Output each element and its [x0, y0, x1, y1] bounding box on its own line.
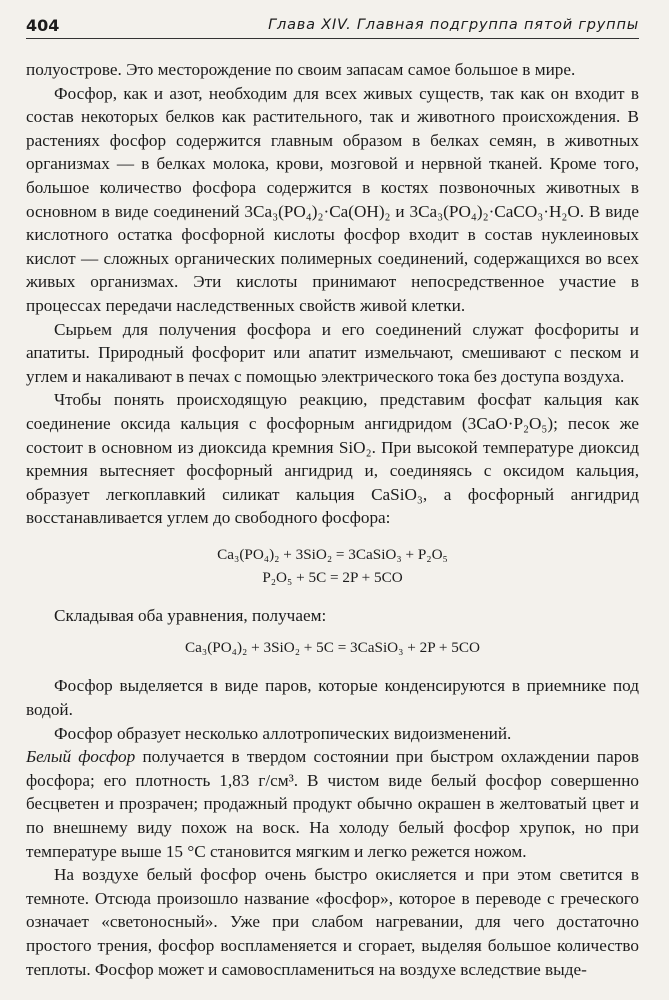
equation-block	[26, 544, 639, 588]
equation: P₂O₅ + 5C = 2P + 5CO	[262, 568, 403, 586]
paragraph: Чтобы понять происходящую реакцию, представим фосфат кальция как соединение оксида кальция с фосфорным ангидридом (3CaO·P₂O₅); песок же состоит в основном из диоксида кремния SiO₂. При высокой температуре диоксид кремния вытесняет фосфорный ангидрид и, соединяясь с оксидом кальция, образует легкоплавкий силикат кальция CaSiO₃, а фосфорный ангидрид восстанавливается углем до свободного фосфора:	[26, 390, 639, 528]
emphasis-term: Белый фосфор	[26, 747, 136, 767]
paragraph-text: получается в твердом состоянии при быстром охлаждении паров фосфора; его плотность 1,83 г/см³. В чистом виде белый фосфор совершенно бесцветен и прозрачен; продажный продукт обычно окрашен в желтоватый цвет и по внешнему виду похож на воск. На холоду белый фосфор хрупок, но при температуре выше 15 °C становится мягким и легко режется ножом.	[26, 747, 639, 861]
page-header	[26, 14, 639, 39]
paragraph: Складывая оба уравнения, получаем:	[54, 605, 327, 625]
equation: Ca₃(PO₄)₂ + 3SiO₂ = 3CaSiO₃ + P₂O₅	[217, 545, 448, 563]
equation-sum: Ca₃(PO₄)₂ + 3SiO₂ + 5C = 3CaSiO₃ + 2P + 5CO	[185, 639, 480, 657]
paragraph: Фосфор, как и азот, необходим для всех живых существ, так как он входит в состав некоторых белков как растительного, так и животного происхождения. В растениях фосфор содержится главным образом в белках семян, в животных организмах — в белках молока, крови, мозговой и нервной тканей. Кроме того, большое количество фосфора содержится в костях позвоночных животных в основном в виде соединений 3Ca₃(PO₄)₂·Ca(OH)₂ и 3Ca₃(PO₄)₂·CaCO₃·H₂O. В виде кислотного остатка фосфорной кислоты фосфор входит в состав нуклеиновых кислот — сложных органических полимерных соединений, содержащихся во всех живых организмах. Эти кислоты принимают непосредственное участие в процессах передачи наследственных свойств живой клетки.	[26, 83, 639, 315]
paragraph: полуострове. Это месторождение по своим запасам самое большое в мире.	[26, 60, 576, 79]
page-number: 404	[26, 16, 60, 35]
paragraph	[26, 745, 639, 863]
body-text	[26, 58, 639, 981]
paragraph: На воздухе белый фосфор очень быстро окисляется и при этом светится в темноте. Отсюда произошло название «фосфор», которое в переводе с греческого означает «светоносный». Уже при слабом нагревании, для чего достаточно простого трения, фосфор воспламеняется и сгорает, выделяя большое количество теплоты. Фосфор может и самовоспламениться на воздухе вследствие выде-	[26, 865, 639, 979]
running-title: Глава XIV. Главная подгруппа пятой группы	[268, 17, 639, 33]
paragraph: Сырьем для получения фосфора и его соединений служат фосфориты и апатиты. Природный фосфорит или апатит измельчают, смешивают с песком и углем и накаливают в печах с помощью электрического тока без доступа воздуха.	[26, 319, 639, 386]
paragraph: Фосфор образует несколько аллотропических видоизменений.	[54, 723, 512, 743]
paragraph: Фосфор выделяется в виде паров, которые конденсируются в приемнике под водой.	[26, 676, 639, 720]
equation-block	[26, 637, 639, 658]
